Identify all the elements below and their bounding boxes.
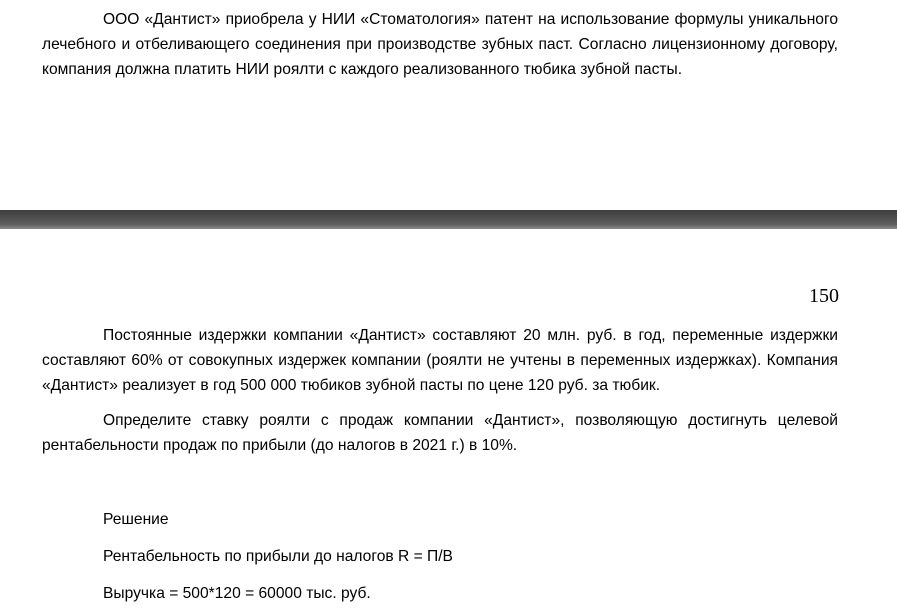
solution-heading: Решение	[103, 511, 169, 528]
page-separator	[0, 210, 897, 229]
revenue-line: Выручка = 500*120 = 60000 тыс. руб.	[103, 585, 371, 602]
intro-paragraph: ООО «Дантист» приобрела у НИИ «Стоматология» патент на использование формулы уникального лечебного и отбеливающего соединения при производстве зубных паст. Согласно лицензионному договору, компания должна платить НИИ роялти с каждого реализованного тюбика зубной пасты.	[42, 11, 838, 78]
task-paragraph: Определите ставку роялти с продаж компании «Дантист», позволяющую достигнуть целевой рентабельности продаж по прибыли (до налогов в 2021 г.) в 10%.	[42, 412, 838, 454]
formula-line: Рентабельность по прибыли до налогов R = П/В	[103, 548, 453, 565]
costs-paragraph: Постоянные издержки компании «Дантист» составляют 20 млн. руб. в год, переменные издержки составляют 60% от совокупных издержек компании (роялти не учтены в переменных издержках). Компания «Дантист» реализует в год 500 000 тюбиков зубной пасты по цене 120 руб. за тюбик.	[42, 327, 838, 394]
page-number: 150	[809, 285, 839, 307]
document-page-top	[0, 0, 897, 210]
document-page-bottom	[0, 229, 897, 608]
